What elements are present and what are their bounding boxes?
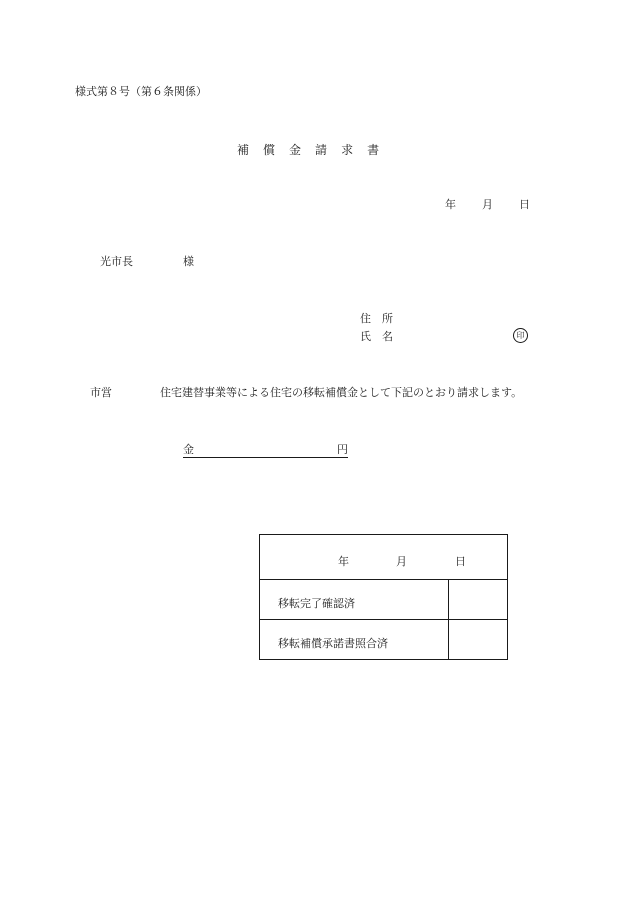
form-number: 様式第８号（第６条関係） [75, 85, 207, 98]
table-row [260, 620, 507, 660]
title-char: 補 [237, 143, 250, 157]
date-year: 年 [445, 198, 456, 211]
table-date-year: 年 [338, 555, 349, 568]
date-day: 日 [519, 198, 530, 211]
table-date-month: 月 [396, 555, 407, 568]
title-char: 請 [315, 143, 328, 157]
address-label: 住 所 [360, 312, 393, 325]
amount-unit: 円 [337, 443, 348, 456]
title-char: 償 [263, 143, 276, 157]
title-char: 金 [289, 143, 302, 157]
addressee-name: 光市長 [100, 255, 133, 268]
table-row [260, 580, 507, 620]
date-month: 月 [482, 198, 493, 211]
seal-icon: 印 [513, 328, 528, 343]
table-date-header [260, 535, 507, 580]
title-char: 求 [341, 143, 354, 157]
check-box[interactable] [448, 580, 508, 619]
check-box[interactable] [448, 620, 508, 660]
row-label: 移転完了確認済 [278, 597, 355, 610]
confirmation-table [259, 534, 508, 660]
amount-line [183, 444, 348, 458]
body-prefix: 市営 [90, 386, 112, 399]
submission-date [445, 199, 530, 210]
document-title [237, 144, 379, 156]
title-char: 書 [367, 143, 380, 157]
row-label: 移転補償承諾書照合済 [278, 637, 388, 650]
addressee-honorific: 様 [183, 255, 194, 268]
amount-prefix: 金 [183, 443, 194, 456]
body-text: 住宅建替事業等による住宅の移転補償金として下記のとおり請求します。 [160, 386, 523, 399]
name-label: 氏 名 [360, 330, 393, 343]
table-date-day: 日 [455, 555, 466, 568]
